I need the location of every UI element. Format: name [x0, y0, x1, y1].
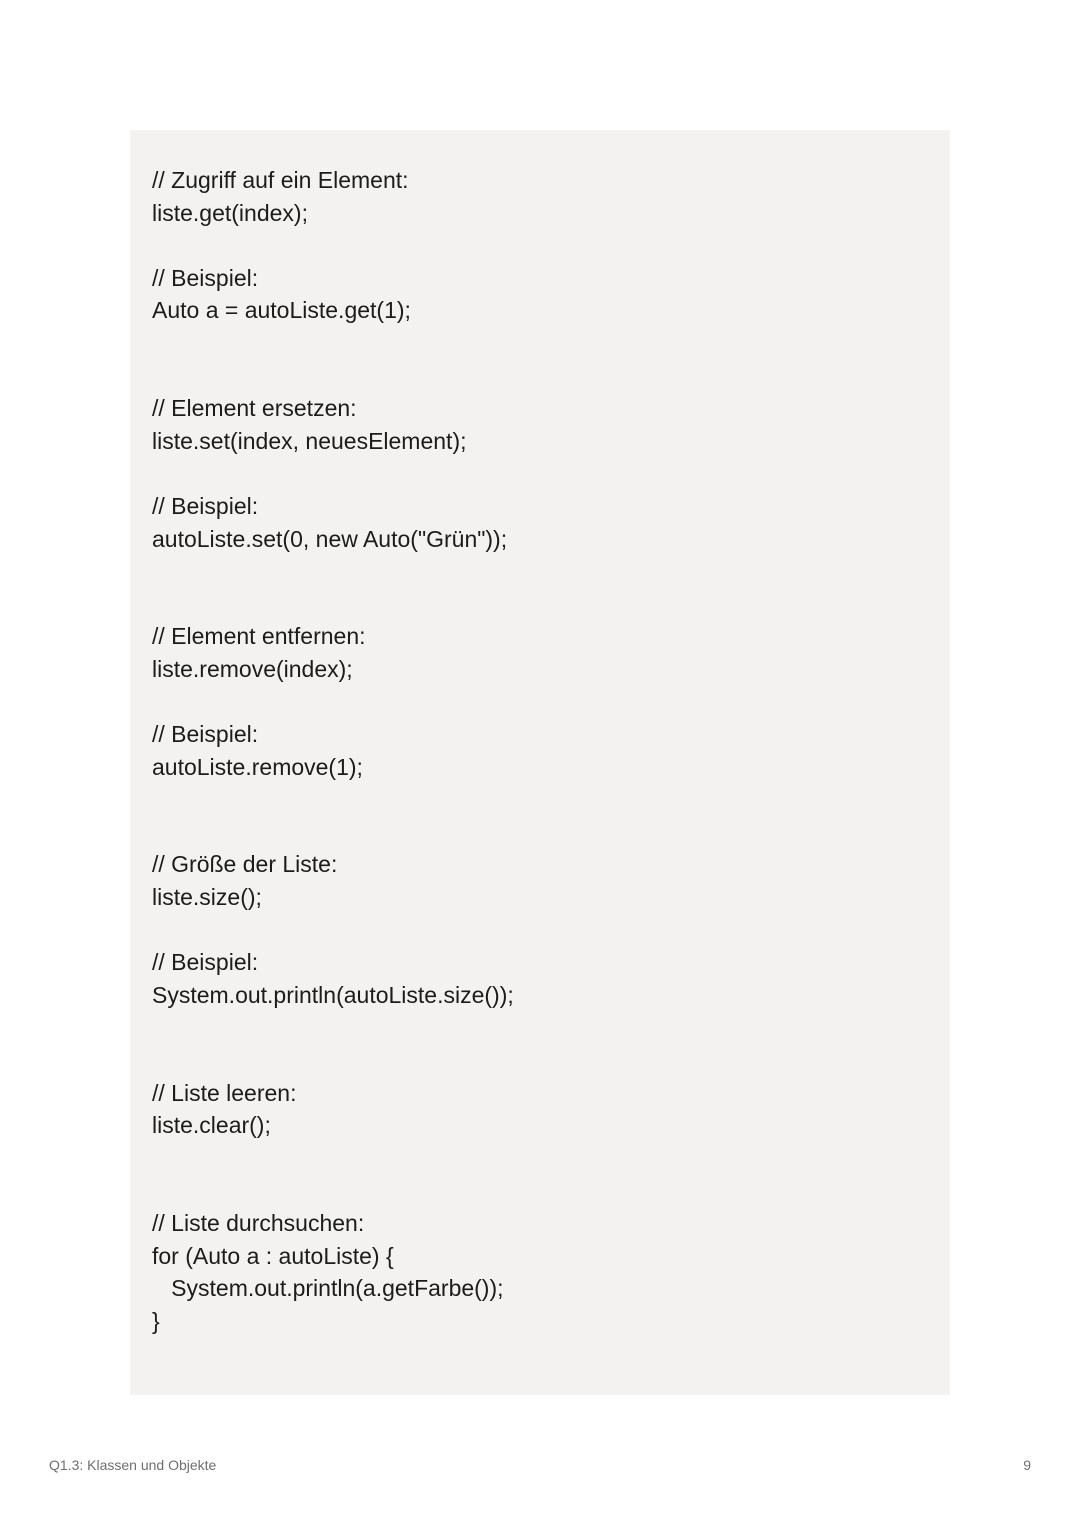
code-line [152, 229, 514, 262]
code-line [152, 1044, 514, 1077]
code-line: // Beispiel: [152, 492, 259, 519]
code-line [152, 588, 514, 621]
code-line: System.out.println(a.getFarbe()); [152, 1275, 504, 1302]
code-line: Auto a = autoListe.get(1); [152, 297, 411, 324]
code-line: liste.clear(); [152, 1112, 271, 1139]
code-line: liste.get(index); [152, 199, 308, 226]
code-line: // Element entfernen: [152, 623, 366, 650]
code-line [152, 816, 514, 849]
code-line: for (Auto a : autoListe) { [152, 1242, 394, 1269]
footer-title: Q1.3: Klassen und Objekte [49, 1457, 217, 1473]
code-line: // Liste durchsuchen: [152, 1210, 365, 1236]
code-line [152, 914, 514, 947]
code-line [152, 1174, 514, 1207]
code-line [152, 1011, 514, 1044]
code-line: // Beispiel: [152, 721, 259, 748]
code-line [152, 686, 514, 719]
code-line [152, 555, 514, 588]
code-line: liste.set(index, neuesElement); [152, 427, 467, 454]
code-line: } [152, 1307, 160, 1334]
code-line: liste.size(); [152, 884, 262, 911]
code-line [152, 783, 514, 816]
code-line: autoListe.remove(1); [152, 753, 363, 780]
code-line: // Element ersetzen: [152, 395, 357, 422]
code-line: // Liste leeren: [152, 1079, 297, 1106]
code-lines [152, 164, 514, 1337]
code-line [152, 457, 514, 490]
code-line [152, 327, 514, 360]
code-line: // Zugriff auf ein Element: [152, 167, 409, 193]
code-line: liste.remove(index); [152, 655, 353, 682]
code-line: // Größe der Liste: [152, 851, 338, 878]
code-line: autoListe.set(0, new Auto("Grün")); [152, 525, 508, 552]
code-line [152, 360, 514, 393]
code-line [152, 1142, 514, 1175]
code-line: // Beispiel: [152, 264, 259, 291]
code-line: System.out.println(autoListe.size()); [152, 981, 514, 1008]
page-number: 9 [1023, 1457, 1031, 1473]
code-line: // Beispiel: [152, 949, 259, 976]
code-block [130, 130, 950, 1395]
